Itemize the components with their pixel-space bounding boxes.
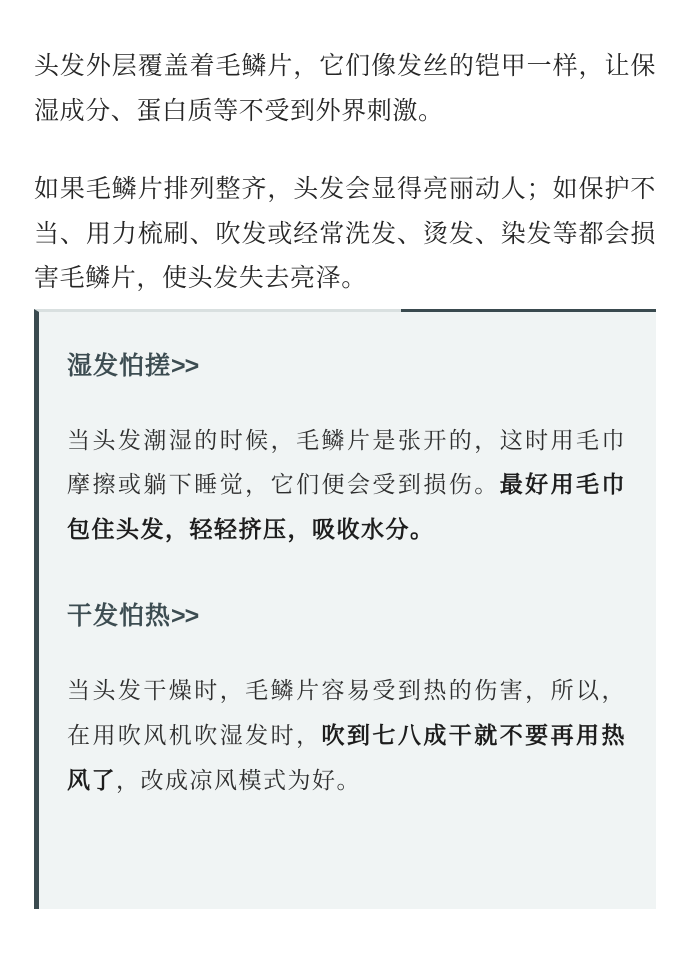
callout-body-1-lead: 当头发潮湿的时候，毛鳞片是张开的，这时用毛巾摩擦或躺下睡觉，它们便会受到损伤。: [67, 426, 626, 498]
paragraph-2: 如果毛鳞片排列整齐，头发会显得亮丽动人；如保护不当、用力梳刷、吹发或经常洗发、烫发、染发等都会损害毛鳞片，使头发失去亮泽。: [34, 175, 656, 292]
callout-heading-2-text: 干发怕热: [67, 602, 172, 631]
callout-body-2-bold: 吹到七八成干就不要再用热风了: [67, 721, 627, 793]
callout-body-2-tail: ，改成凉风模式为好。: [116, 766, 361, 793]
tips-callout: [34, 309, 656, 909]
callout-heading-1-arrows: >>: [171, 351, 199, 380]
callout-heading-1: [67, 346, 626, 382]
callout-body-1-bold: 最好用毛巾包住头发，轻轻挤压，吸收水分。: [67, 471, 627, 543]
callout-heading-1-text: 湿发怕搓: [67, 351, 172, 380]
callout-body-2-lead: 当头发干燥时，毛鳞片容易受到热的伤害，所以，在用吹风机吹湿发时，: [67, 677, 626, 748]
callout-body-1: [67, 418, 626, 553]
callout-heading-2: [67, 596, 626, 632]
callout-body-2: [67, 668, 626, 803]
paragraph-1: 头发外层覆盖着毛鳞片，它们像发丝的铠甲一样，让保湿成分、蛋白质等不受到外界刺激。: [34, 52, 656, 125]
callout-heading-2-arrows: >>: [171, 602, 199, 631]
